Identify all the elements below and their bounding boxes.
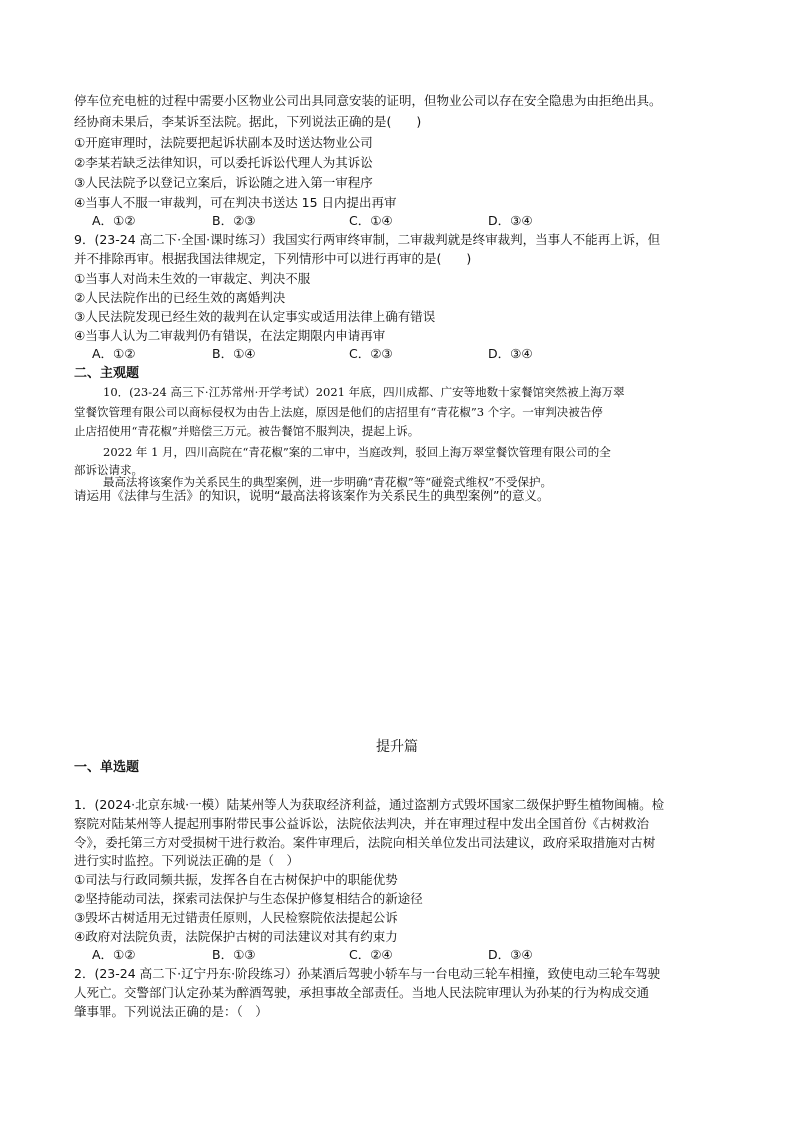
q10-line-2: 堂餐饮管理有限公司以商标侵权为由告上法庭，原因是他们的店招里有“青花椒”3 个字。一审判决被告停 xyxy=(74,405,603,419)
q10-question: 请运用《法律与生活》的知识，说明“最高法将该案作为关系民生的典型案例”的意义。 xyxy=(74,488,550,503)
q8-option-d[interactable]: D．③④ xyxy=(488,213,533,228)
q9-item-4: ④当事人认为二审裁判仍有错误，在法定期限内申请再审 xyxy=(74,328,386,343)
section-subjective-heading: 二、主观题 xyxy=(74,366,140,381)
p1-item-2: ②坚持能动司法，探索司法保护与生态保护修复相结合的新途径 xyxy=(74,891,423,906)
p1-option-d[interactable]: D．③④ xyxy=(488,947,533,962)
q8-stem-line-1: 停车位充电桩的过程中需要小区物业公司出具同意安装的证明，但物业公司以存在安全隐患为由拒绝出具。 xyxy=(74,93,662,108)
q9-stem-line-2: 并不排除再审。根据我国法律规定，下列情形中可以进行再审的是( ) xyxy=(74,251,472,266)
q8-item-1: ①开庭审理时，法院要把起诉状副本及时送达物业公司 xyxy=(74,135,373,150)
p1-stem-line-2: 察院对陆某州等人提起刑事附带民事公益诉讼，法院依法判决，并在审理过程中发出全国首份《古树救治 xyxy=(74,816,650,831)
q9-item-1: ①当事人对尚未生效的一审裁定、判决不服 xyxy=(74,271,311,286)
p1-item-4: ④政府对法院负责，法院保护古树的司法建议对其有约束力 xyxy=(74,929,398,944)
q10-line-6: 最高法将该案作为关系民生的典型案例，进一步明确“青花椒”等“碰瓷式维权”不受保护。 xyxy=(103,475,553,489)
p1-stem-line-1: 1．(2024·北京东城·一模）陆某州等人为获取经济利益，通过盗割方式毁坏国家二级保护野生植物闽楠。检 xyxy=(74,797,665,812)
q8-item-2: ②李某若缺乏法律知识，可以委托诉讼代理人为其诉讼 xyxy=(74,155,373,170)
p2-stem-line-3: 肇事罪。下列说法正确的是：（ ） xyxy=(74,1004,268,1019)
q9-item-2: ②人民法院作出的已经生效的离婚判决 xyxy=(74,290,286,305)
q8-option-c[interactable]: C．①④ xyxy=(349,213,393,228)
q9-option-b[interactable]: B．①④ xyxy=(212,346,256,361)
q8-item-4: ④当事人不服一审裁判，可在判决书送达 15 日内提出再审 xyxy=(74,195,397,210)
part-title: 提升篇 xyxy=(376,739,418,755)
q10-line-3: 止店招使用“青花椒”并赔偿三万元。被告餐馆不服判决，提起上诉。 xyxy=(74,424,420,438)
p1-stem-line-4: 进行实时监控。下列说法正确的是（ ） xyxy=(74,853,300,868)
p1-option-a[interactable]: A．①② xyxy=(92,947,136,962)
q8-stem-line-2: 经协商未果后，李某诉至法院。据此，下列说法正确的是( ) xyxy=(74,114,422,129)
q8-option-b[interactable]: B．②③ xyxy=(212,213,256,228)
p1-option-b[interactable]: B．①③ xyxy=(212,947,256,962)
q10-line-4: 2022 年 1 月，四川高院在“青花椒”案的二审中，当庭改判，驳回上海万翠堂餐饮管理有限公司的全 xyxy=(103,445,611,459)
p1-item-3: ③毁坏古树适用无过错责任原则，人民检察院依法提起公诉 xyxy=(74,910,398,925)
p1-option-c[interactable]: C．②④ xyxy=(349,947,393,962)
q10-line-5: 部诉讼请求。 xyxy=(74,463,143,477)
p1-item-1: ①司法与行政同频共振，发挥各自在古树保护中的职能优势 xyxy=(74,872,398,887)
q9-option-c[interactable]: C．②③ xyxy=(349,346,393,361)
p2-stem-line-1: 2．(23-24 高二下·辽宁丹东·阶段练习）孙某酒后驾驶小轿车与一台电动三轮车相撞，致使电动三轮车驾驶 xyxy=(74,966,661,981)
q9-item-3: ③人民法院发现已经生效的裁判在认定事实或适用法律上确有错误 xyxy=(74,309,436,324)
q10-line-1: 10．(23-24 高三下·江苏常州·开学考试）2021 年底，四川成都、广安等地数十家餐馆突然被上海万翠 xyxy=(103,385,625,399)
section-single-choice-heading: 一、单选题 xyxy=(74,760,140,775)
q9-option-d[interactable]: D．③④ xyxy=(488,346,533,361)
p1-stem-line-3: 令》，委托第三方对受损树干进行救治。案件审理后，法院向相关单位发出司法建议，政府采取措施对古树 xyxy=(74,835,656,850)
q9-option-a[interactable]: A．①② xyxy=(92,346,136,361)
q8-option-a[interactable]: A．①② xyxy=(92,213,136,228)
q9-stem-line-1: 9．(23-24 高二下·全国·课时练习）我国实行两审终审制，二审裁判就是终审裁判，当事人不能再上诉，但 xyxy=(74,232,661,247)
q8-item-3: ③人民法院予以登记立案后，诉讼随之进入第一审程序 xyxy=(74,175,373,190)
p2-stem-line-2: 人死亡。交警部门认定孙某为醉酒驾驶，承担事故全部责任。当地人民法院审理认为孙某的行为构成交通 xyxy=(74,985,650,1000)
